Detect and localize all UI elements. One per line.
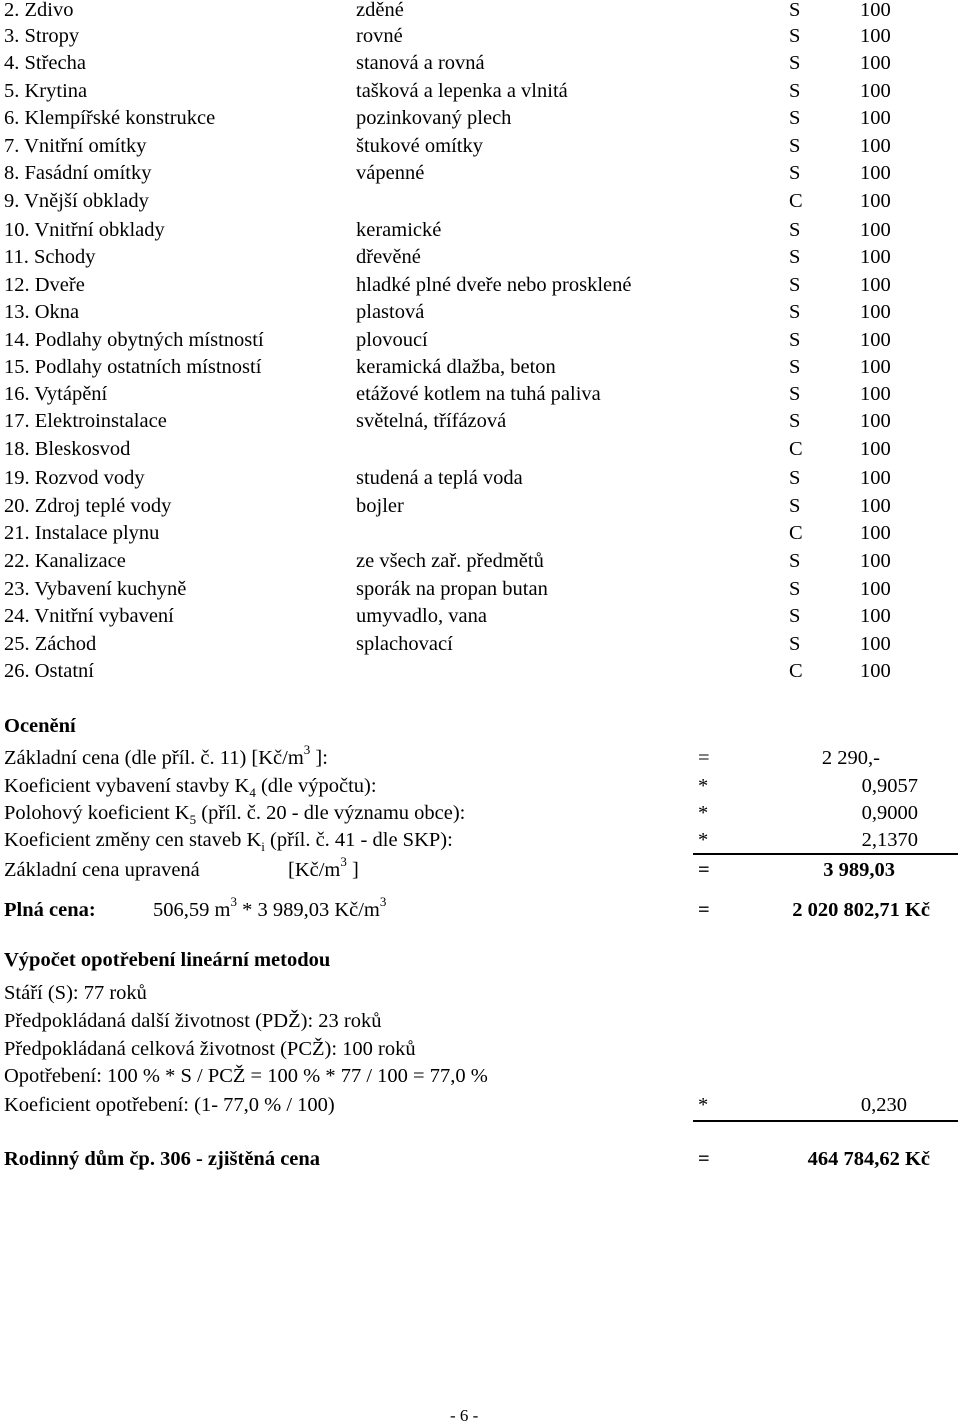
base-price-value: 2 290,-: [821, 747, 880, 769]
item-name: 2. Zdivo: [4, 0, 74, 21]
item-percent: 100: [860, 25, 891, 47]
item-description: zděné: [356, 0, 404, 21]
result-operator: =: [698, 1148, 710, 1170]
item-name: 10. Vnitřní obklady: [4, 219, 165, 241]
item-name: 20. Zdroj teplé vody: [4, 495, 172, 517]
full-price-formula: 506,59 $m^3 * 3$ 989,03 $Kč/m^3$: [153, 894, 387, 921]
item-percent: 100: [860, 162, 891, 184]
item-percent: 100: [860, 52, 891, 74]
item-code: S: [789, 605, 801, 627]
depreciation-line: Opotřebení: 100 % * S / PCŽ = 100 % * 77 / 100 = 77,0 %: [4, 1065, 488, 1087]
depreciation-coef-operator: *: [698, 1094, 709, 1116]
item-code: C: [789, 190, 803, 212]
depreciation-line: Stáří (S): 77 roků: [4, 982, 147, 1004]
item-name: 18. Bleskosvod: [4, 438, 131, 460]
section-heading-depreciation: Výpočet opotřebení lineární metodou: [4, 949, 331, 971]
item-percent: 100: [860, 135, 891, 157]
item-code: S: [789, 495, 801, 517]
item-description: rovné: [356, 25, 403, 47]
item-name: 4. Střecha: [4, 52, 86, 74]
section-heading-oceneni: Ocenění: [4, 715, 76, 737]
k4-operator: *: [698, 775, 709, 797]
item-code: S: [789, 550, 801, 572]
item-percent: 100: [860, 383, 891, 405]
item-description: plovoucí: [356, 329, 428, 351]
full-price-value: 2 020 802,71 Kč: [792, 899, 930, 921]
item-name: 21. Instalace plynu: [4, 522, 160, 544]
base-price-label: Základní cena (dle příl. č. 11) [$Kč/m^3$ ]:: [4, 742, 328, 769]
item-name: 11. Schody: [4, 246, 96, 268]
item-description: pozinkovaný plech: [356, 107, 512, 129]
ki-operator: *: [698, 829, 709, 851]
depreciation-coef-label: Koeficient opotřebení: (1- 77,0 % / 100): [4, 1094, 335, 1116]
item-description: splachovací: [356, 633, 453, 655]
item-description: etážové kotlem na tuhá paliva: [356, 383, 601, 405]
depreciation-line: Předpokládaná celková životnost (PCŽ): 100 roků: [4, 1038, 416, 1060]
item-percent: 100: [860, 522, 891, 544]
item-code: S: [789, 274, 801, 296]
result-value: 464 784,62 Kč: [807, 1148, 930, 1170]
item-code: S: [789, 135, 801, 157]
adjusted-price-value: 3 989,03: [823, 859, 895, 881]
item-description: sporák na propan butan: [356, 578, 548, 600]
item-code: S: [789, 80, 801, 102]
item-name: 9. Vnější obklady: [4, 190, 149, 212]
item-percent: 100: [860, 467, 891, 489]
item-name: 22. Kanalizace: [4, 550, 126, 572]
item-description: dřevěné: [356, 246, 421, 268]
item-name: 7. Vnitřní omítky: [4, 135, 147, 157]
item-code: S: [789, 162, 801, 184]
item-name: 19. Rozvod vody: [4, 467, 145, 489]
full-price-operator: =: [698, 899, 710, 921]
item-description: stanová a rovná: [356, 52, 485, 74]
item-percent: 100: [860, 80, 891, 102]
item-name: 24. Vnitřní vybavení: [4, 605, 174, 627]
item-percent: 100: [860, 190, 891, 212]
item-code: C: [789, 522, 803, 544]
adjusted-price-operator: =: [698, 859, 710, 881]
item-description: ze všech zař. předmětů: [356, 550, 544, 572]
item-percent: 100: [860, 356, 891, 378]
item-description: štukové omítky: [356, 135, 483, 157]
item-percent: 100: [860, 410, 891, 432]
item-code: S: [789, 0, 801, 21]
result-label: Rodinný dům čp. 306 - zjištěná cena: [4, 1148, 321, 1170]
item-percent: 100: [860, 633, 891, 655]
item-name: 15. Podlahy ostatních místností: [4, 356, 262, 378]
item-name: 23. Vybavení kuchyně: [4, 578, 187, 600]
item-code: S: [789, 383, 801, 405]
item-description: keramická dlažba, beton: [356, 356, 556, 378]
item-code: S: [789, 107, 801, 129]
item-name: 8. Fasádní omítky: [4, 162, 152, 184]
k5-value: 0,9000: [861, 802, 918, 824]
item-name: 13. Okna: [4, 301, 80, 323]
item-percent: 100: [860, 550, 891, 572]
k5-operator: *: [698, 802, 709, 824]
item-description: hladké plné dveře nebo prosklené: [356, 274, 632, 296]
item-description: studená a teplá voda: [356, 467, 523, 489]
item-name: 14. Podlahy obytných místností: [4, 329, 264, 351]
item-code: S: [789, 219, 801, 241]
page-number: - 6 -: [450, 1406, 479, 1425]
k5-label: Polohový koeficient $K_5$ (příl. č. 20 - dle významu obce):: [4, 802, 466, 828]
item-code: S: [789, 467, 801, 489]
result-rule: [693, 1120, 958, 1122]
item-name: 17. Elektroinstalace: [4, 410, 167, 432]
k4-value: 0,9057: [861, 775, 918, 797]
depreciation-coef-value: 0,230: [860, 1094, 907, 1116]
item-description: vápenné: [356, 162, 425, 184]
adjusted-price-label: Základní cena upravená: [4, 859, 200, 881]
item-percent: 100: [860, 660, 891, 682]
item-code: C: [789, 438, 803, 460]
base-price-operator: =: [698, 747, 710, 769]
item-description: světelná, třífázová: [356, 410, 507, 432]
ki-label: Koeficient změny cen staveb $K_i$ (příl. č. 41 - dle SKP):: [4, 829, 453, 855]
item-code: S: [789, 633, 801, 655]
item-code: S: [789, 52, 801, 74]
item-percent: 100: [860, 274, 891, 296]
item-percent: 100: [860, 329, 891, 351]
item-description: keramické: [356, 219, 442, 241]
item-percent: 100: [860, 438, 891, 460]
sum-rule: [693, 853, 958, 855]
item-percent: 100: [860, 578, 891, 600]
item-percent: 100: [860, 605, 891, 627]
item-percent: 100: [860, 0, 891, 21]
item-code: S: [789, 356, 801, 378]
item-percent: 100: [860, 219, 891, 241]
adjusted-price-unit: [$Kč/m^3$ ]: [288, 854, 359, 881]
item-name: 26. Ostatní: [4, 660, 94, 682]
item-code: S: [789, 410, 801, 432]
item-code: S: [789, 25, 801, 47]
item-code: S: [789, 578, 801, 600]
item-name: 25. Záchod: [4, 633, 97, 655]
item-description: umyvadlo, vana: [356, 605, 487, 627]
k4-label: Koeficient vybavení stavby $K_4$ (dle výpočtu):: [4, 775, 377, 801]
item-name: 3. Stropy: [4, 25, 80, 47]
item-code: S: [789, 246, 801, 268]
item-description: bojler: [356, 495, 404, 517]
item-name: 12. Dveře: [4, 274, 85, 296]
item-percent: 100: [860, 107, 891, 129]
item-code: S: [789, 329, 801, 351]
item-code: C: [789, 660, 803, 682]
item-code: S: [789, 301, 801, 323]
item-name: 16. Vytápění: [4, 383, 108, 405]
ki-value: 2,1370: [861, 829, 918, 851]
item-percent: 100: [860, 495, 891, 517]
full-price-label: Plná cena:: [4, 899, 96, 921]
item-name: 5. Krytina: [4, 80, 88, 102]
item-percent: 100: [860, 246, 891, 268]
item-name: 6. Klempířské konstrukce: [4, 107, 216, 129]
item-description: tašková a lepenka a vlnitá: [356, 80, 568, 102]
depreciation-line: Předpokládaná další životnost (PDŽ): 23 roků: [4, 1010, 382, 1032]
item-percent: 100: [860, 301, 891, 323]
item-description: plastová: [356, 301, 425, 323]
